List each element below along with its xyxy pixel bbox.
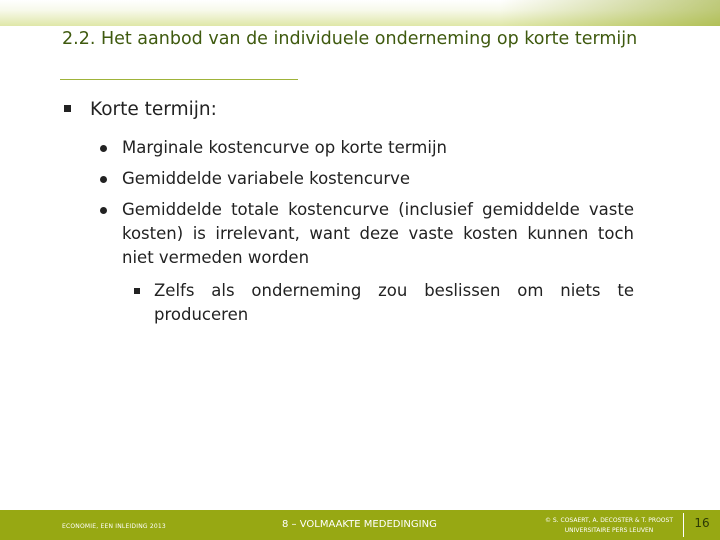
top-decorative-band xyxy=(0,0,720,26)
square-bullet-icon xyxy=(134,288,140,294)
footer-copyright: © S. COSAERT, A. DECOSTER & T. PROOST xyxy=(544,517,673,524)
footer-course-label: ECONOMIE, EEN INLEIDING 2013 xyxy=(62,523,166,530)
bullet-text-2: Gemiddelde variabele kostencurve xyxy=(122,169,411,188)
footer-chapter-label: 8 – VOLMAAKTE MEDEDINGING xyxy=(282,519,437,530)
page-number: 16 xyxy=(694,516,710,530)
footer-publisher: UNIVERSITAIRE PERS LEUVEN xyxy=(564,527,654,534)
round-bullet-icon xyxy=(100,207,107,214)
level1-text: Korte termijn: xyxy=(90,99,217,120)
slide-title: 2.2. Het aanbod van de individuele onderneming op korte termijn xyxy=(62,29,638,49)
bullet-text-3: Gemiddelde totale kostencurve (inclusief gemiddelde vaste kosten) is irrelevant, want deze vaste kosten kunnen toch niet vermeden worden xyxy=(122,200,634,267)
footer-divider xyxy=(683,513,684,537)
sub-bullet-text: Zelfs als onderneming zou beslissen om niets te produceren xyxy=(154,281,634,324)
round-bullet-icon xyxy=(100,176,107,183)
square-bullet-icon xyxy=(64,105,71,112)
bullet-text-1: Marginale kostencurve op korte termijn xyxy=(122,138,447,157)
footer-bar xyxy=(0,510,720,540)
round-bullet-icon xyxy=(100,145,107,152)
title-underline xyxy=(60,79,298,80)
